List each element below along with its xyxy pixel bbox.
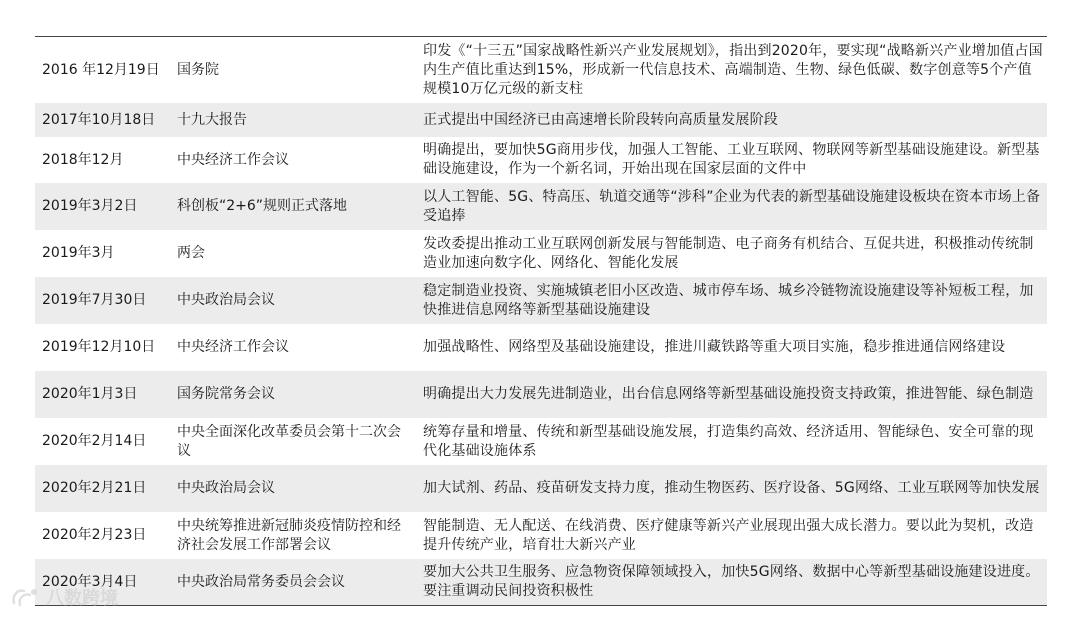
row-organization: 两会: [177, 245, 205, 261]
row-organization: 中央经济工作会议: [177, 339, 289, 355]
row-organization: 中央政治局常务委员会会议: [177, 573, 345, 590]
table-row: [35, 559, 1047, 605]
row-date: 2019年12月10日: [42, 339, 156, 355]
row-date: 2017年10月18日: [42, 111, 156, 128]
row-content: 明确提出，要加快5G商用步伐，加强人工智能、工业互联网、物联网等新型基础设施建设。新型基础设施建设，作为一个新名词，开始出现在国家层面的文件中: [423, 142, 1040, 177]
table-row: [35, 230, 1047, 277]
row-date: 2020年2月23日: [42, 527, 147, 543]
row-date: 2018年12月: [42, 151, 124, 168]
row-content: 统筹存量和增量、传统和新型基础设施发展，打造集约高效、经济适用、智能绿色、安全可靠的现代化基础设施体系: [423, 423, 1034, 459]
table-row: [35, 371, 1047, 418]
table-row: [35, 137, 1047, 183]
row-date: 2019年3月2日: [42, 198, 138, 214]
row-date: 2020年1月3日: [42, 386, 138, 402]
table-row: [35, 465, 1047, 512]
watermark-text: 八数跨境: [46, 588, 118, 609]
row-organization: 国务院常务会议: [177, 386, 275, 402]
row-organization: 中央政治局会议: [177, 480, 275, 496]
row-organization: 科创板“2+6”规则正式落地: [177, 198, 348, 214]
table-row: [35, 277, 1047, 324]
row-content: 明确提出大力发展先进制造业，出台信息网络等新型基础设施投资支持政策，推进智能、绿色制造: [423, 386, 1034, 402]
row-content: 正式提出中国经济已由高速增长阶段转向高质量发展阶段: [423, 111, 778, 128]
table-row: [35, 103, 1047, 137]
row-organization: 中央全面深化改革委员会第十二次会议: [177, 423, 401, 459]
row-date: 2020年2月14日: [42, 433, 147, 449]
policy-timeline-table: [35, 36, 1047, 606]
table-row: [35, 37, 1047, 103]
row-organization: 中央统筹推进新冠肺炎疫情防控和经济社会发展工作部署会议: [177, 517, 401, 553]
row-date: 2020年3月4日: [42, 573, 138, 590]
row-date: 2016 年12月19日: [42, 61, 160, 78]
row-content: 加大试剂、药品、疫苗研发支持力度，推动生物医药、医疗设备、5G网络、工业互联网等加快发展: [423, 480, 1040, 496]
row-date: 2019年7月30日: [42, 292, 147, 308]
row-organization: 国务院: [177, 61, 219, 78]
row-content: 智能制造、无人配送、在线消费、医疗健康等新兴产业展现出强大成长潜力。要以此为契机，改造提升传统产业，培育壮大新兴产业: [423, 517, 1034, 553]
row-organization: 中央经济工作会议: [177, 151, 289, 168]
row-organization: 十九大报告: [177, 111, 247, 128]
table-row: [35, 418, 1047, 465]
row-content: 以人工智能、5G、特高压、轨道交通等“涉科”企业为代表的新型基础设施建设板块在资本市场上备受追捧: [423, 188, 1041, 224]
row-content: 发改委提出推动工业互联网创新发展与智能制造、电子商务有机结合、互促共进，积极推动传统制造业加速向数字化、网络化、智能化发展: [423, 235, 1034, 271]
row-date: 2020年2月21日: [42, 480, 147, 496]
row-content: 要加大公共卫生服务、应急物资保障领域投入，加快5G网络、数据中心等新型基础设施建设进度。要注重调动民间投资积极性: [423, 564, 1040, 599]
table-row: [35, 183, 1047, 230]
row-content: 稳定制造业投资、实施城镇老旧小区改造、城市停车场、城乡冷链物流设施建设等补短板工程，加快推进信息网络等新型基础设施建设: [423, 282, 1034, 318]
row-content: 印发《“十三五”国家战略性新兴产业发展规划》，指出到2020年，要实现“战略新兴产业增加值占国内生产值比重达到15%，形成新一代信息技术、高端制造、生物、绿色低碳、数字创意等5个产值规模10万亿元级的新支柱: [423, 42, 1043, 97]
table-row: [35, 324, 1047, 371]
row-organization: 中央政治局会议: [177, 292, 275, 308]
table-row: [35, 512, 1047, 559]
row-content: 加强战略性、网络型及基础设施建设，推进川藏铁路等重大项目实施，稳步推进通信网络建设: [423, 339, 1006, 355]
row-date: 2019年3月: [42, 245, 115, 261]
